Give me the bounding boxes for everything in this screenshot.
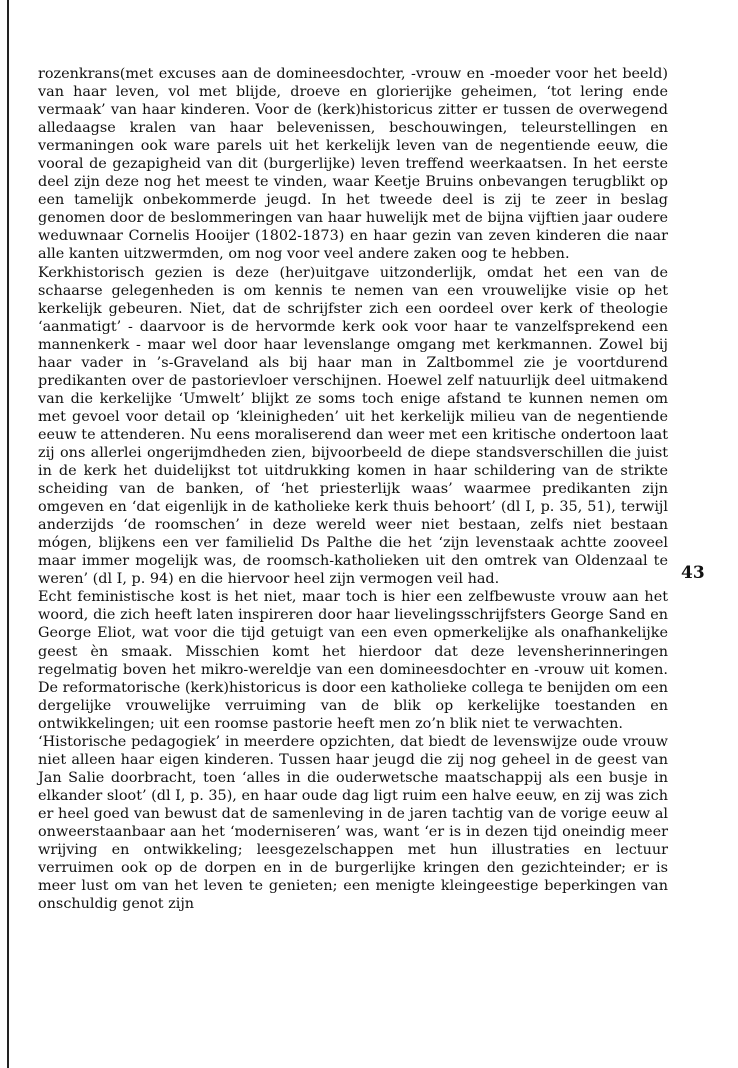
paragraph-4: ‘Historische pedagogiek’ in meerdere opzichten, dat biedt de levenswijze oude vrouw niet alleen haar eigen kinderen. Tussen haar jeugd die zij nog geheel in de geest van Jan Salie doorbracht, toen ‘alles in die ouderwetsche maatschappij als een busje in elkander sloot’ (dl I, p. 35), en haar oude dag ligt ruim een halve eeuw, en zij was zich er heel goed van bewust dat de samenleving in de jaren tachtig van de vorige eeuw al onweerstaanbaar aan het ‘moderniseren’ was, want ‘er is in dezen tijd oneindig meer wrijving en ontwikkeling; leesgezelschappen met hun illustraties en lectuur verruimen ook op de dorpen en in de burgerlijke kringen den gezichteinder; er is meer lust om van het leven te genieten; een menigte kleingeestige beperkingen van onschuldig genot zijn [38,733,668,913]
page-number: 43 [681,563,705,583]
paragraph-1: rozenkrans(met excuses aan de domineesdochter, -vrouw en -moeder voor het beeld) van haar leven, vol met blijde, droeve en glorierijke geheimen, ‘tot lering ende vermaak’ van haar kinderen. Voor de (kerk)historicus zitter er tussen de overwegend alledaagse kralen van haar belevenissen, beschouwingen, teleurstellingen en vermaningen ook ware parels uit het kerkelijk leven van de negentiende eeuw, die vooral de gezapigheid van dit (burgerlijke) leven treffend weerkaatsen. In het eerste deel zijn deze nog het meest te vinden, waar Keetje Bruins onbevangen terugblikt op een tamelijk onbekommerde jeugd. In het tweede deel is zij te zeer in beslag genomen door de beslommeringen van haar huwelijk met de bijna vijftien jaar oudere weduwnaar Cornelis Hooijer (1802-1873) en haar gezin van zeven kinderen die naar alle kanten uitzwermden, om nog voor veel andere zaken oog te hebben. [38,66,668,263]
paragraph-3: Echt feministische kost is het niet, maar toch is hier een zelfbewuste vrouw aan het woord, die zich heeft laten inspireren door haar lievelingsschrijfsters George Sand en George Eliot, wat voor die tijd getuigt van een even opmerkelijke als onafhankelijke geest èn smaak. Misschien komt het hierdoor dat deze levensherinneringen regelmatig boven het mikro-wereldje van een domineesdochter en -vrouw uit komen. De reformatorische (kerk)historicus is door een katholieke collega te benijden om een dergelijke vrouwelijke verruiming van de blik op kerkelijke toestanden en ontwikkelingen; uit een roomse pastorie heeft men zo’n blik niet te verwachten. [38,589,668,732]
body-text [38,65,668,913]
page-edge-rule [7,0,9,1068]
paragraph-2: Kerkhistorisch gezien is deze (her)uitgave uitzonderlijk, omdat het een van de schaarse gelegenheden is om kennis te nemen van een vrouwelijke visie op het kerkelijk gebeuren. Niet, dat de schrijfster zich een oordeel over kerk of theologie ‘aanmatigt’ - daarvoor is de hervormde kerk ook voor haar te vanzelfsprekend een mannenkerk - maar wel door haar levenslange omgang met kerkmannen. Zowel bij haar vader in ’s-Graveland als bij haar man in Zaltbommel zie je voortdurend predikanten over de pastorievloer verschijnen. Hoewel zelf natuurlijk deel uitmakend van die kerkelijke ‘Umwelt’ blijkt ze soms toch enige afstand te kunnen nemen om met gevoel voor detail op ‘kleinigheden’ uit het kerkelijk milieu van de negentiende eeuw te attenderen. Nu eens moraliserend dan weer met een kritische ondertoon laat zij ons allerlei ongerijmdheden zien, bijvoorbeeld de diepe standsverschillen die juist in de kerk het duidelijkst tot uitdrukking komen in haar schildering van de strikte scheiding van de banken, of ‘het priesterlijk waas’ waarmee predikanten zijn omgeven en ‘dat eigenlijk in de katholieke kerk thuis behoort’ (dl I, p. 35, 51), terwijl anderzijds ‘de roomschen’ in deze wereld weer niet bestaan, zelfs niet bestaan mógen, blijkens een ver familielid Ds Palthe die het ‘zijn levenstaak achtte zooveel maar immer mogelijk was, de roomsch-katholieken uit den omtrek van Oldenzaal te weren’ (dl I, p. 94) en die hiervoor heel zijn vermogen veil had. [38,264,668,588]
